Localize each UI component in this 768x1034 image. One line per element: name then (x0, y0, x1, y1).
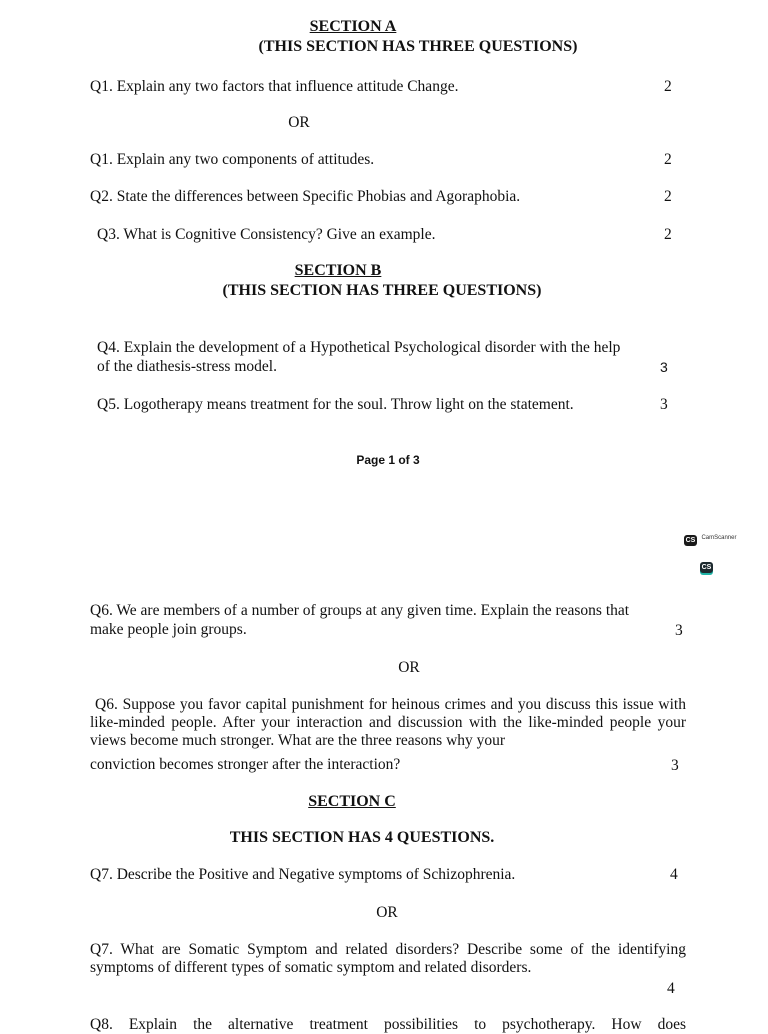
question-q7: Q7. Describe the Positive and Negative symptoms of Schizophrenia. (90, 866, 516, 883)
or-divider-q6: OR (398, 659, 420, 676)
page-footer: Page 1 of 3 (356, 453, 420, 467)
question-q1-alt: Q1. Explain any two components of attitudes. (90, 151, 375, 168)
camscanner-badge-small (700, 556, 713, 574)
question-q2: Q2. State the differences between Specific Phobias and Agoraphobia. (90, 188, 521, 205)
marks-q2: 2 (664, 188, 672, 205)
or-divider-c: OR (376, 904, 398, 921)
marks-q1-alt: 2 (664, 151, 672, 168)
marks-q6: 3 (675, 622, 683, 639)
question-q7-alt: Q7. What are Somatic Symptom and related disorders? Describe some of the identifying symptoms of different types of somatic symptom and related disorders. (90, 941, 686, 976)
marks-q3: 2 (664, 226, 672, 243)
question-q5: Q5. Logotherapy means treatment for the soul. Throw light on the statement. (97, 396, 574, 413)
question-q6-alt-last-line: conviction becomes stronger after the interaction? (90, 756, 401, 773)
marks-q5: 3 (660, 396, 668, 413)
section-c-subtitle: THIS SECTION HAS 4 QUESTIONS. (229, 829, 495, 846)
camscanner-small-icon: CS (701, 564, 712, 571)
marks-q7: 4 (670, 866, 678, 883)
camscanner-watermark (684, 529, 736, 547)
question-q6-alt: Q6. Suppose you favor capital punishment for heinous crimes and you discuss this issue with like-minded people. After your interaction and discussion with the like-minded people your views become much stronger. What are the three reasons why your (90, 696, 686, 749)
marks-q7-alt: 4 (667, 980, 675, 997)
or-divider-a: OR (288, 114, 310, 131)
marks-q1: 2 (664, 78, 672, 95)
question-q1: Q1. Explain any two factors that influence attitude Change. (90, 78, 459, 95)
question-q6-line1: Q6. We are members of a number of groups at any given time. Explain the reasons that (90, 602, 630, 619)
section-a-title: SECTION A (309, 18, 397, 35)
question-q3: Q3. What is Cognitive Consistency? Give an example. (97, 226, 436, 243)
camscanner-label: CamScanner (701, 534, 737, 541)
question-q6-line2: make people join groups. (90, 621, 247, 638)
section-c-title: SECTION C (308, 793, 396, 810)
question-q4-line2: of the diathesis-stress model. (97, 358, 277, 375)
camscanner-logo-icon: CS (685, 537, 696, 544)
marks-q4: 3 (660, 359, 668, 375)
section-a-subtitle: (THIS SECTION HAS THREE QUESTIONS) (258, 38, 578, 55)
question-q4-line1: Q4. Explain the development of a Hypothetical Psychological disorder with the help (97, 339, 621, 356)
marks-q6-alt: 3 (671, 757, 679, 774)
question-q8-partial: Q8. Explain the alternative treatment possibilities to psychotherapy. How does (90, 1016, 686, 1033)
section-b-subtitle: (THIS SECTION HAS THREE QUESTIONS) (222, 282, 542, 299)
section-b-title: SECTION B (294, 262, 382, 279)
